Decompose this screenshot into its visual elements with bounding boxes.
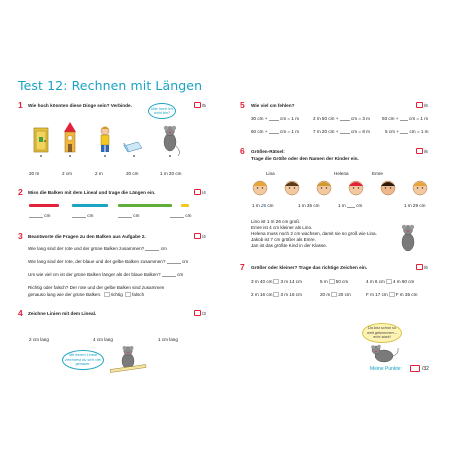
page-title: Test 12: Rechnen mit Längen [18, 78, 203, 93]
kid-size-2[interactable]: 1 m 35 cm [298, 203, 320, 208]
task-7-row-1-b: 5 m 50 cm [320, 279, 349, 284]
task-6-number: 6 [240, 146, 245, 156]
task-3-line-4: Richtig oder falsch? Der rote und der gelbe Balken sind zusammen [28, 285, 165, 290]
task-7-row-2-b: 20 m 20 cm [320, 292, 351, 297]
task-7-question: Größer oder kleiner? Trage das richtige Zeichen ein. [251, 265, 368, 270]
total-points: /32 [422, 366, 429, 372]
kid-face-icon [413, 181, 427, 195]
eraser-icon [124, 142, 142, 152]
task-3-line-2: Wie lang sind der rote, der blaue und der gelbe Balken zusammen? cm [28, 259, 189, 264]
task-3-score-box[interactable] [194, 233, 201, 239]
task-7-row-1-a: 3 m 40 cm 3 m 14 cm [251, 279, 302, 284]
task-6-question-2: Trage die Größe oder den Namen der Kinder ein. [251, 156, 359, 161]
task-5-row-2-b: 7 m 20 cm + cm = 8 m [313, 129, 370, 134]
task-1-value-5: 1 m 20 cm [160, 171, 182, 176]
task-7-score-box[interactable] [416, 264, 423, 270]
task-1-pictures [30, 122, 220, 162]
task-4-question: Zeichne Linien mit dem Lineal. [28, 311, 97, 316]
bar-yellow [181, 204, 189, 207]
task-2-answer-blue[interactable]: cm [72, 213, 93, 218]
task-3-line-3: Um wie viel cm ist der grüne Balken länger als der blaue Balken? cm [28, 272, 184, 277]
task-1-value-4: 20 cm [126, 171, 139, 176]
task-2-question: Miss die Balken mit dem Lineal und trage die Längen ein. [28, 190, 156, 195]
task-5-row-1-b: 2 m 50 cm + cm = 3 m [313, 116, 370, 121]
kid-size-1[interactable]: 1 m 26 cm [252, 203, 274, 208]
task-1-points: /5 [202, 103, 206, 108]
task-4-speech-bubble: Mit einem Lineal zeichnest du sich viel genauer. [62, 350, 104, 370]
kids-faces [250, 177, 430, 199]
task-4-length-2: 4 cm lang [93, 337, 113, 342]
task-1-speech-bubble: Wie hoch ich wohl bin? [148, 103, 176, 119]
kid-name-emre: Emre [372, 171, 383, 176]
tower-icon [64, 122, 76, 152]
kid-name-lina: Lina [266, 171, 275, 176]
task-5-question: Wie viel cm fehlen? [251, 103, 295, 108]
bar-red [29, 204, 59, 207]
task-2-number: 2 [18, 187, 23, 197]
task-2-answer-green[interactable]: cm [118, 213, 139, 218]
task-4-score-box[interactable] [194, 310, 201, 316]
task-4-number: 4 [18, 308, 23, 318]
mouse-icon [164, 126, 180, 156]
task-4-points: /3 [202, 311, 206, 316]
clue-2: Emre ist 4 cm kleiner als Lino. [251, 225, 313, 230]
task-5-number: 5 [240, 100, 245, 110]
task-1-question: Wie hoch könnten diese Dinge sein? Verbinde. [28, 103, 132, 108]
task-6-points: /6 [424, 149, 428, 154]
task-7-number: 7 [240, 262, 245, 272]
kid-size-3[interactable]: 1 m cm [338, 203, 363, 208]
task-7-speech-bubble: Da bist schon so weit gekommen – echt stark! [362, 323, 402, 343]
task-1-value-1: 20 m [29, 171, 40, 176]
falsch-checkbox[interactable] [125, 292, 131, 297]
task-5-row-1-c: 93 cm + cm = 1 m [382, 116, 429, 121]
task-4-length-3: 1 cm lang [158, 337, 178, 342]
richtig-checkbox[interactable] [104, 292, 110, 297]
task-2-points: /4 [202, 190, 206, 195]
bar-green [118, 204, 172, 207]
task-6-score-box[interactable] [416, 148, 423, 154]
task-3-line-1: Wie lang sind der rote und der grüne Balken zusammen? cm [28, 246, 167, 251]
task-7-row-1-c: 4 m 6 cm 4 m 60 cm [366, 279, 415, 284]
kid-face-icon [285, 181, 299, 195]
kid-face-icon [253, 181, 267, 195]
task-1-score-box[interactable] [194, 102, 201, 108]
clue-3: Helena muss noch 2 cm wachsen, damit sie so groß wie Lina. [251, 231, 377, 236]
task-3-points: /4 [202, 234, 206, 239]
mouse-with-ruler-icon [108, 343, 148, 373]
clue-4: Jakob ist 7 cm größer als Emre. [251, 237, 316, 242]
task-7-row-2-c: F m 17 cm F m 35 cm [366, 292, 418, 297]
mouse-icon [394, 220, 422, 254]
task-5-row-2-a: 60 cm + cm = 1 m [251, 129, 300, 134]
task-2-answer-red[interactable]: cm [29, 213, 50, 218]
task-5-row-1-a: 30 cm + cm = 1 m [251, 116, 300, 121]
mouse-lying-icon [370, 342, 400, 364]
task-7-points: /6 [424, 265, 428, 270]
task-5-row-2-c: 5 cm + cm = 1 m [385, 129, 429, 134]
task-6-question: Größen-Rätsel: [251, 149, 285, 154]
boy-icon [101, 127, 109, 153]
bar-blue [72, 204, 108, 207]
footer-label: Meine Punkte: [370, 366, 402, 372]
task-3-line-5: genauso lang wie der grüne Balken. richtig falsch [28, 292, 145, 297]
task-5-points: /6 [424, 103, 428, 108]
task-2-score-box[interactable] [194, 189, 201, 195]
total-score-box[interactable] [410, 365, 420, 372]
task-1-value-3: 2 m [95, 171, 103, 176]
task-3-number: 3 [18, 231, 23, 241]
task-4-length-1: 2 cm lang [29, 337, 49, 342]
task-3-question: Beantworte die Fragen zu den Balken aus Aufgabe 2. [28, 234, 146, 239]
task-1-number: 1 [18, 100, 23, 110]
task-7-row-2-a: 2 m 16 cm 3 m 16 cm [251, 292, 302, 297]
task-5-score-box[interactable] [416, 102, 423, 108]
kid-size-4[interactable]: 1 m 29 cm [404, 203, 426, 208]
clue-1: Lino ist 1 m 26 cm groß. [251, 219, 301, 224]
clue-5: Jan ist das größte Kind in der Klasse. [251, 243, 328, 248]
task-1-value-2: 2 cm [62, 171, 72, 176]
kid-name-helena: Helena [334, 171, 349, 176]
kid-face-icon [317, 181, 331, 195]
door-icon [34, 128, 48, 152]
kid-face-icon [381, 181, 395, 195]
task-2-answer-yellow[interactable]: cm [170, 213, 191, 218]
kid-face-icon [349, 181, 363, 195]
